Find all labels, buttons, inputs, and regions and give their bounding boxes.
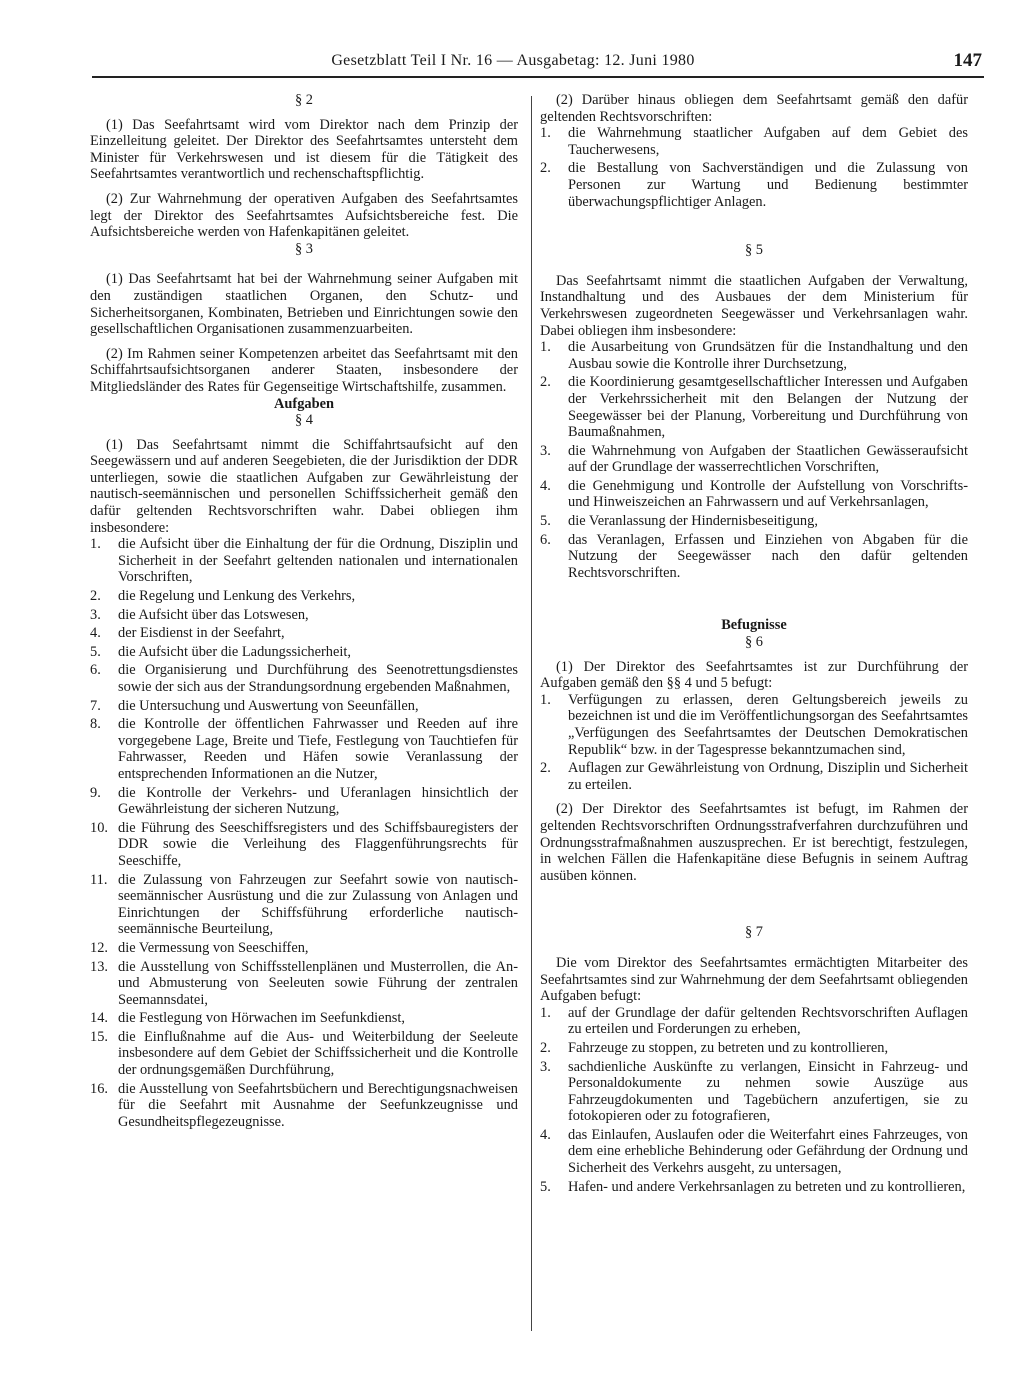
list-item — [90, 625, 518, 642]
item-text: die Regelung und Lenkung des Verkehrs, — [118, 588, 356, 605]
item-text: die Bestallung von Sachverständigen und die Zulassung von Personen zur Wartung und Bedienung bestimmter überwachungspflichtiger Anlagen. — [568, 160, 968, 210]
item-text: das Veranlagen, Erfassen und Einziehen von Abgaben für die Nutzung der Seegewässer nach den dafür geltenden Rechtsvorschriften. — [568, 531, 968, 581]
item-number: 1. — [540, 1004, 551, 1021]
section-5-heading: § 5 — [745, 242, 763, 259]
item-number: 2. — [540, 760, 551, 777]
section-7-heading: § 7 — [745, 924, 763, 941]
item-number: 3. — [540, 1058, 551, 1075]
item-number: 2. — [540, 1039, 551, 1056]
item-number: 13. — [90, 958, 108, 975]
page-header — [92, 50, 984, 78]
list-item — [540, 1005, 968, 1038]
list-item — [90, 698, 518, 715]
section-7-paragraph-1: Die vom Direktor des Seefahrtsamtes ermächtigten Mitarbeiter des Seefahrtsamtes sind zur Wahrnehmung der dem Seefahrtsamt obliegenden Aufgaben befugt: — [540, 954, 968, 1005]
list-item — [540, 125, 968, 158]
item-number: 12. — [90, 939, 108, 956]
item-text: die Ausstellung von Schiffsstellenplänen und Musterrollen, die An- und Abmusterung von Seeleuten sowie Führung der zentralen Seemannsdatei, — [118, 958, 518, 1008]
list-item — [540, 374, 968, 440]
section-5-list — [540, 339, 968, 581]
item-text: die Einflußnahme auf die Aus- und Weiterbildung der Seeleute insbesondere auf dem Gebiet der Schiffssicherheit und die Kontrolle der ordnungsgemäßen Durchführung, — [118, 1028, 518, 1079]
list-item — [540, 443, 968, 476]
section-4-list — [90, 536, 518, 1130]
section-6-list — [540, 692, 968, 794]
section-6-paragraph-1: (1) Der Direktor des Seefahrtsamtes ist zur Durchführung der Aufgaben gemäß den §§ 4 und 5 befugt: — [540, 658, 968, 692]
item-number: 15. — [90, 1028, 108, 1045]
item-text: die Koordinierung gesamtgesellschaftlicher Interessen und Aufgaben der Verkehrssicherheit mit den Belangen der Nutzung der Seegewässer bei der Planung, Vorbereitung und Durchführung von Baumaßnahmen, — [568, 374, 968, 441]
list-item — [90, 644, 518, 661]
item-text: die Genehmigung und Kontrolle der Aufstellung von Vorschrifts- und Hinweiszeichen an Fahrwassern und auf Verkehrsanlagen, — [568, 477, 968, 511]
item-number: 3. — [90, 606, 101, 623]
list-item — [540, 339, 968, 372]
item-text: die Zulassung von Fahrzeugen zur Seefahrt sowie von nautisch-seemännischer Ausrüstung und die zur Zulassung von Anlagen und Einrichtungen der Schiffsführung erforderliche nautisch-seemännische Beurteilung, — [118, 871, 518, 938]
item-number: 11. — [90, 871, 108, 888]
item-number: 1. — [90, 536, 101, 553]
item-number: 10. — [90, 819, 108, 836]
item-text: die Untersuchung und Auswertung von Seeunfällen, — [118, 697, 419, 714]
item-text: die Führung des Seeschiffsregisters und des Schiffsbauregisters der DDR sowie die Verleihung des Flaggenführungsrechts für Seeschiffe, — [118, 819, 518, 869]
section-4-paragraph-1: (1) Das Seefahrtsamt nimmt die Schiffahrtsaufsicht auf den Seegewässern und auf anderen Seegebieten, die der Jurisdiktion der DDR unterliegen, sowie die staatlichen Aufgaben zur Gewährleistung der nautisch-seemännischen und personellen Schiffssicherheit gemäß den dafür geltenden Rechtsvorschriften wahr. Dabei obliegen ihm insbesondere: — [90, 436, 518, 536]
list-item — [90, 940, 518, 957]
section-3-paragraph-2: (2) Im Rahmen seiner Kompetenzen arbeitet das Seefahrtsamt mit den Schiffahrtsaufsichtsorganen anderer Staaten, insbesondere der Mitgliedsländer des Rates für Gegenseitige Wirtschaftshilfe, zusammen. — [90, 345, 518, 395]
left-column — [90, 92, 518, 1132]
item-text: die Vermessung von Seeschiffen, — [118, 939, 309, 956]
section-3-paragraph-1: (1) Das Seefahrtsamt hat bei der Wahrnehmung seiner Aufgaben mit den zuständigen staatlichen Organen, den Schutz- und Sicherheitsorganen, Kombinaten, Betrieben und Einrichtungen sowie den gesellschaftlichen Organisationen zusammenzuarbeiten. — [90, 271, 518, 338]
section-2-paragraph-2: (2) Zur Wahrnehmung der operativen Aufgaben des Seefahrtsamtes legt der Direktor des Seefahrtsamtes Aufsichtsbereiche fest. Die Aufsichtsbereiche werden von Hafenkapitänen geleitet. — [90, 190, 518, 241]
section-6-paragraph-2: (2) Der Direktor des Seefahrtsamtes ist befugt, im Rahmen der geltenden Rechtsvorschriften Ordnungsstrafverfahren durchzuführen und Ordnungsstrafmaßnahmen auszusprechen. Er ist berechtigt, festzulegen, in welchen Fällen die Hafenkapitäne diese Befugnis in seinem Auftrag ausüben können. — [540, 801, 968, 884]
list-item — [90, 1081, 518, 1131]
item-text: die Kontrolle der Verkehrs- und Uferanlagen hinsichtlich der Gewährleistung der sicheren Nutzung, — [118, 784, 518, 818]
item-number: 7. — [90, 697, 101, 714]
list-item — [90, 662, 518, 695]
item-text: Fahrzeuge zu stoppen, zu betreten und zu kontrollieren, — [568, 1039, 889, 1056]
section-5-paragraph-1: Das Seefahrtsamt nimmt die staatlichen Aufgaben der Verwaltung, Instandhaltung und des Ausbaues der dem Ministerium für Verkehrswesen zugeordneten Seegewässer und Verkehrsanlagen wahr. Dabei obliegen ihm insbesondere: — [540, 272, 968, 339]
column-divider — [531, 96, 532, 1331]
item-text: Auflagen zur Gewährleistung von Ordnung, Disziplin und Sicherheit zu erteilen. — [568, 760, 968, 793]
item-text: die Wahrnehmung staatlicher Aufgaben auf dem Gebiet des Taucherwesens, — [568, 125, 968, 158]
item-text: die Ausstellung von Seefahrtsbüchern und Berechtigungsnachweisen für die Seefahrt mit Ausnahme der Seefunkzeugnisse und Gesundheitspflegezeugnisse. — [118, 1080, 518, 1130]
item-text: die Wahrnehmung von Aufgaben der Staatlichen Gewässeraufsicht auf der Grundlage der wasserrechtlichen Vorschriften, — [568, 442, 968, 476]
list-item — [540, 160, 968, 210]
item-number: 9. — [90, 784, 101, 801]
item-number: 5. — [540, 513, 551, 530]
list-item — [540, 478, 968, 511]
section-7-list — [540, 1005, 968, 1196]
list-item — [540, 1040, 968, 1057]
item-number: 1. — [540, 125, 551, 142]
list-item — [90, 820, 518, 870]
list-item — [540, 532, 968, 582]
list-item — [90, 536, 518, 586]
page-number: 147 — [953, 50, 982, 71]
item-text: Hafen- und andere Verkehrsanlagen zu betreten und zu kontrollieren, — [568, 1178, 966, 1195]
section-2-heading: § 2 — [295, 92, 313, 108]
item-number: 2. — [540, 374, 551, 391]
item-number: 6. — [540, 531, 551, 548]
item-number: 6. — [90, 662, 101, 679]
section-4-paragraph-2: (2) Darüber hinaus obliegen dem Seefahrtsamt gemäß den dafür geltenden Rechtsvorschriften: — [540, 92, 968, 125]
item-text: die Aufsicht über die Einhaltung der für die Ordnung, Disziplin und Sicherheit in der Seefahrt geltenden nationalen und internationalen Vorschriften, — [118, 536, 518, 586]
item-number: 4. — [90, 625, 101, 642]
item-number: 4. — [540, 477, 551, 494]
item-text: Verfügungen zu erlassen, deren Geltungsbereich jeweils zu bezeichnen ist und die im Veröffentlichungsorgan des Seefahrtsamtes „Verfügungen des Seefahrtsamtes der Deutschen Demokratischen Republik“ bzw. in der Tagespresse bekanntzumachen sind, — [568, 691, 968, 758]
item-number: 1. — [540, 339, 551, 356]
section-4-heading: § 4 — [295, 412, 313, 429]
item-text: die Organisierung und Durchführung des Seenotrettungsdienstes sowie der sich aus der Strandungsordnung ergebenden Maßnahmen, — [118, 662, 518, 695]
header-title: Gesetzblatt Teil I Nr. 16 — Ausgabetag: 12. Juni 1980 — [331, 52, 695, 69]
list-item — [90, 785, 518, 818]
item-text: die Aufsicht über das Lotswesen, — [118, 606, 309, 623]
item-text: sachdienliche Auskünfte zu verlangen, Einsicht in Fahrzeug- und Personaldokumente zu nehmen sowie Auszüge aus Fahrzeugdokumenten und Tagebüchern anzufertigen, sie zu fotokopieren oder zu fotografieren, — [568, 1058, 968, 1125]
item-number: 4. — [540, 1126, 551, 1143]
section-2-paragraph-1: (1) Das Seefahrtsamt wird vom Direktor nach dem Prinzip der Einzelleitung geleitet. Der Direktor des Seefahrtsamtes untersteht dem Minister für Verkehrswesen und ist diesem für die Tätigkeit des Seefahrtsamtes verantwortlich und rechenschaftspflichtig. — [90, 116, 518, 183]
list-item — [90, 1010, 518, 1027]
aufgaben-title: Aufgaben — [274, 395, 334, 412]
item-number: 16. — [90, 1080, 108, 1097]
list-item — [90, 716, 518, 782]
section-4-list-2 — [540, 125, 968, 210]
item-text: der Eisdienst in der Seefahrt, — [118, 625, 285, 642]
befugnisse-title: Befugnisse — [721, 617, 787, 634]
section-3-heading: § 3 — [295, 240, 313, 257]
item-number: 5. — [540, 1178, 551, 1195]
list-item — [90, 959, 518, 1009]
right-column — [540, 92, 968, 1197]
item-number: 5. — [90, 643, 101, 660]
item-text: die Kontrolle der öffentlichen Fahrwasser und Reeden auf ihre vorgegebene Lage, Breite und Tiefe, Festlegung von Tauchtiefen für Fahrwasser, Reeden und Häfen sowie Veranlassung der entsprechenden Informationen an die Nutzer, — [118, 716, 518, 782]
item-number: 3. — [540, 442, 551, 459]
item-number: 14. — [90, 1010, 108, 1027]
item-text: auf der Grundlage der dafür geltenden Rechtsvorschriften Auflagen zu erteilen und Forderungen zu erheben, — [568, 1004, 968, 1038]
item-text: die Veranlassung der Hindernisbeseitigung, — [568, 513, 818, 530]
list-item — [540, 1127, 968, 1177]
item-number: 8. — [90, 716, 101, 733]
item-number: 2. — [90, 588, 101, 605]
item-number: 1. — [540, 691, 551, 708]
item-text: die Festlegung von Hörwachen im Seefunkdienst, — [118, 1010, 405, 1027]
item-text: die Aufsicht über die Ladungssicherheit, — [118, 643, 351, 660]
list-item — [540, 1179, 968, 1196]
list-item — [540, 692, 968, 758]
list-item — [540, 1059, 968, 1125]
list-item — [90, 872, 518, 938]
section-6-heading: § 6 — [745, 634, 763, 651]
list-item — [540, 760, 968, 793]
list-item — [90, 607, 518, 624]
item-text: die Ausarbeitung von Grundsätzen für die Instandhaltung und den Ausbau sowie die Kontrolle ihrer Durchsetzung, — [568, 339, 968, 372]
list-item — [90, 1029, 518, 1079]
item-text: das Einlaufen, Auslaufen oder die Weiterfahrt eines Fahrzeuges, von dem eine erhebliche Behinderung oder Gefährdung der Ordnung und Sicherheit des Verkehrs ausgeht, zu untersagen, — [568, 1126, 968, 1177]
item-number: 2. — [540, 160, 551, 177]
list-item — [90, 588, 518, 605]
list-item — [540, 513, 968, 530]
